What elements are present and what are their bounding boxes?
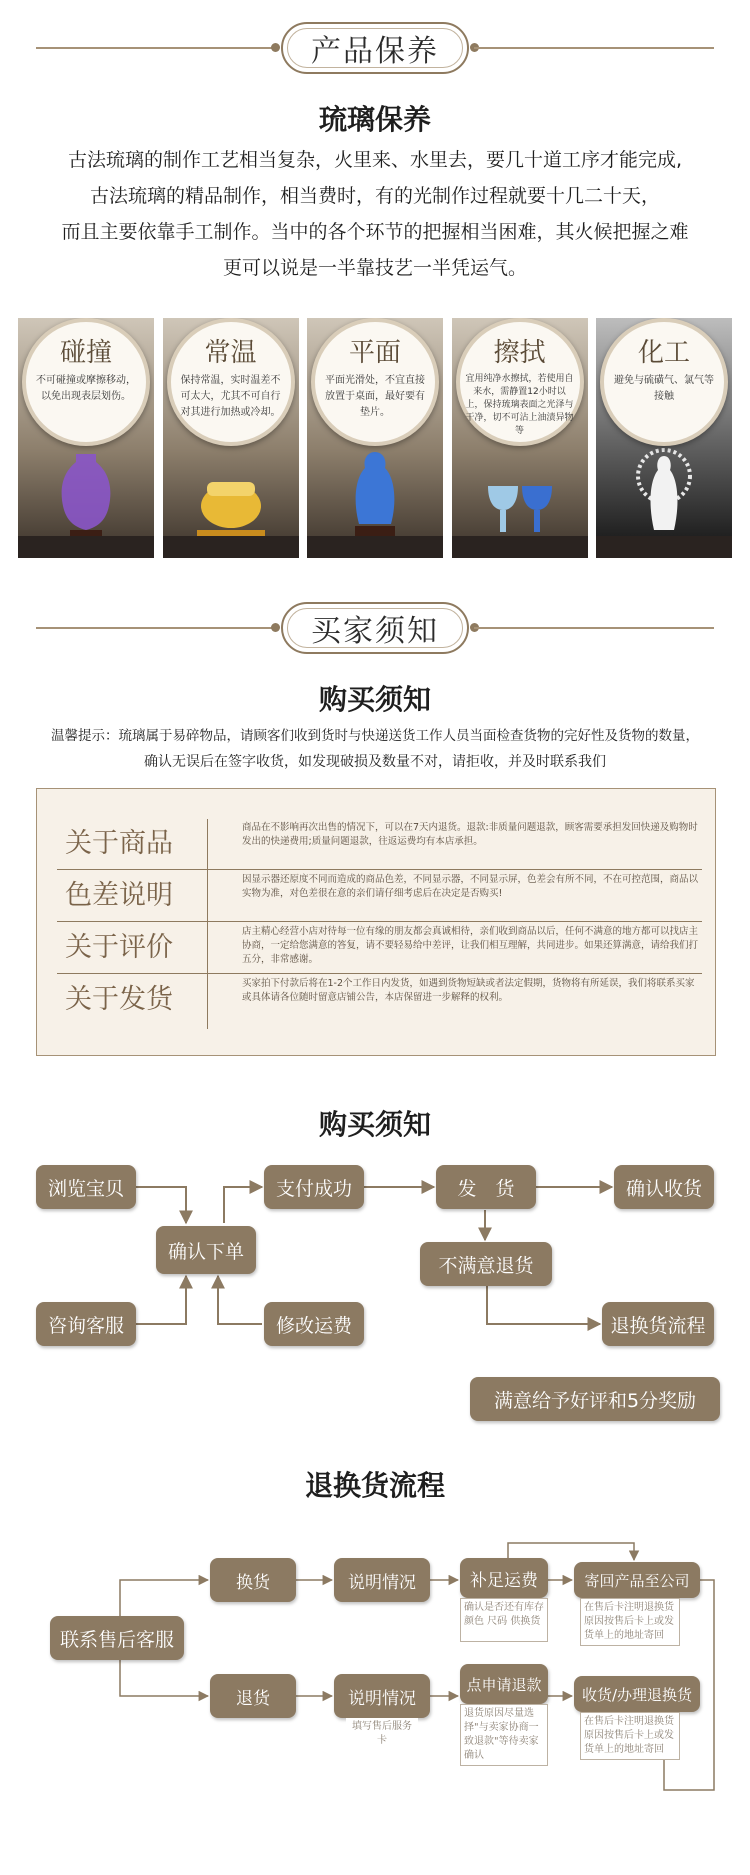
intro-line: 而且主要依靠手工制作。当中的各个环节的把握相当困难，其火候把握之难: [61, 221, 689, 243]
row-label: 色差说明: [65, 880, 173, 911]
intro-line: 古法琉璃的精品制作，相当费时，有的光制作过程就要十几二十天，: [89, 185, 660, 207]
postage-note: 确认是否还有库存颜色 尺码 供换货: [460, 1598, 548, 1642]
refund-button[interactable]: 退货: [210, 1674, 296, 1718]
row-label: 关于商品: [65, 828, 173, 859]
card-title: 平面: [348, 338, 401, 368]
card-text: 宜用纯净水擦拭，若使用自来水，需静置12小时以上，保持琉璃表面之光泽与干净，切不可沾上油渍异物等: [465, 374, 574, 436]
row-text: 店主精心经营小店对待每一位有缘的朋友都会真诚相待，亲们收到商品以后，任何不满意的地方都可以找店主协商，一定给您满意的答复，请不要轻易给中差评，让我们相互理解，共同进步。如果还算满意，请给我们打五分，非常感谢。: [242, 926, 699, 965]
intro-line: 更可以说是一半靠技艺一半凭运气。: [222, 257, 527, 279]
explain-refund-button[interactable]: 说明情况: [334, 1674, 430, 1718]
card-title: 擦拭: [493, 338, 546, 368]
handle-return-button[interactable]: 收货/办理退换货: [574, 1676, 700, 1712]
row-text: 买家拍下付款后将在1-2个工作日内发货，如遇到货物短缺或者法定假期，货物将有所延误，我们将联系买家或具体请各位随时留意店铺公告，本店保留进一步解释的权利。: [242, 978, 695, 1003]
card-text: 不可碰撞或摩擦移动，以免出现表层划伤。: [36, 375, 136, 402]
pay-success-button[interactable]: 支付成功: [264, 1165, 364, 1209]
ship-button[interactable]: 发 货: [436, 1165, 536, 1209]
fill-card-note: 填写售后服务卡: [346, 1718, 418, 1752]
consult-button[interactable]: 咨询客服: [36, 1302, 136, 1346]
browse-button[interactable]: 浏览宝贝: [36, 1165, 136, 1209]
modify-postage-button[interactable]: 修改运费: [264, 1302, 364, 1346]
handle-note: 在售后卡注明退换货原因按售后卡上或发货单上的地址寄回: [580, 1712, 680, 1760]
row-text: 因显示器还原度不同而造成的商品色差，不同显示器，不同显示屏，色差会有所不同，不在可控范围，商品以实物为准，对色差很在意的亲们请仔细考虑后在决定是否购买!: [242, 874, 699, 899]
warm-line: 温馨提示：琉璃属于易碎物品，请顾客们收到货时与快递送货工作人员当面检查货物的完好性及货物的数量，: [51, 728, 699, 744]
return-flow-button[interactable]: 退换货流程: [602, 1302, 714, 1346]
warm-line: 确认无误后在签字收货，如发现破损及数量不对，请拒收，并及时联系我们: [144, 754, 606, 770]
apply-refund-note: 退货原因尽量选择"与卖家协商一致退款"等待卖家确认: [460, 1704, 548, 1766]
banner-title: 产品保养: [311, 34, 439, 69]
card-text: 避免与硫磺气、氯气等接触: [614, 375, 714, 402]
contact-service-button[interactable]: 联系售后客服: [50, 1616, 184, 1660]
send-back-note: 在售后卡注明退换货原因按售后卡上或发货单上的地址寄回: [580, 1598, 680, 1646]
row-label: 关于发货: [65, 984, 173, 1015]
card-title: 化工: [637, 338, 690, 368]
care-title: 琉璃保养: [318, 103, 431, 136]
flow-title: 购买须知: [318, 1108, 431, 1141]
send-back-button[interactable]: 寄回产品至公司: [574, 1562, 700, 1598]
postage-button[interactable]: 补足运费: [460, 1558, 548, 1598]
confirm-order-button[interactable]: 确认下单: [156, 1226, 256, 1274]
card-title: 碰撞: [59, 338, 112, 368]
apply-refund-button[interactable]: 点申请退款: [460, 1664, 548, 1704]
explain-exchange-button[interactable]: 说明情况: [334, 1558, 430, 1602]
intro-line: 古法琉璃的制作工艺相当复杂，火里来、水里去，要几十道工序才能完成,: [67, 149, 683, 171]
purchase-title: 购买须知: [318, 683, 431, 716]
praise-button[interactable]: 满意给予好评和5分奖励: [470, 1377, 720, 1421]
row-text: 商品在不影响再次出售的情况下，可以在7天内退货。退款:非质量问题退款，顾客需要承担发回快递及购物时发出的快递费用;质量问题退款，往返运费均有本店承担。: [242, 822, 698, 847]
confirm-receipt-button[interactable]: 确认收货: [614, 1165, 714, 1209]
card-text: 平面光滑处，不宜直接放置于桌面，最好要有垫片。: [325, 375, 425, 418]
unsatisfied-return-button[interactable]: 不满意退货: [420, 1242, 552, 1286]
exchange-button[interactable]: 换货: [210, 1558, 296, 1602]
card-text: 保持常温，实时温差不可太大，尤其不可自行对其进行加热或冷却。: [180, 375, 281, 418]
row-label: 关于评价: [65, 932, 173, 963]
banner-title: 买家须知: [311, 614, 439, 649]
card-title: 常温: [204, 338, 257, 368]
return-flow-title: 退换货流程: [304, 1469, 445, 1502]
